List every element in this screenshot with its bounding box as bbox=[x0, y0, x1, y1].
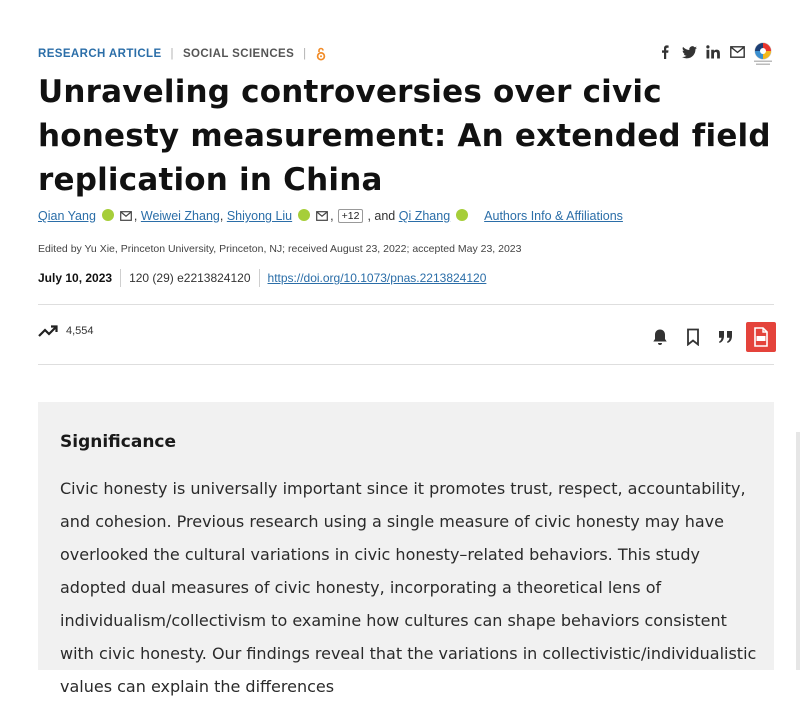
email-icon[interactable] bbox=[316, 211, 328, 221]
orcid-icon[interactable] bbox=[298, 209, 310, 221]
divider bbox=[259, 269, 260, 287]
article-title: Unraveling controversies over civic honesty measurement: An extended field replication in China bbox=[38, 74, 771, 198]
author-separator: , bbox=[133, 209, 141, 223]
meta-divider: | bbox=[303, 48, 307, 60]
author-list bbox=[38, 209, 623, 223]
affiliations-link[interactable]: Authors Info & Affiliations bbox=[484, 209, 623, 223]
author-separator: , bbox=[330, 209, 334, 223]
article-tools bbox=[650, 322, 776, 352]
views-count: 4,554 bbox=[66, 325, 94, 337]
author-link[interactable]: Qi Zhang bbox=[398, 209, 451, 223]
significance-panel bbox=[38, 402, 774, 696]
meta-divider: | bbox=[170, 48, 174, 60]
pdf-icon bbox=[753, 327, 769, 347]
author-link[interactable]: Weiwei Zhang bbox=[140, 209, 220, 223]
divider bbox=[38, 364, 774, 365]
scrollbar[interactable] bbox=[796, 432, 800, 670]
author-link[interactable]: Qian Yang bbox=[38, 209, 96, 223]
email-icon[interactable] bbox=[120, 211, 132, 221]
email-icon[interactable] bbox=[729, 44, 745, 60]
divider bbox=[120, 269, 121, 287]
orcid-icon[interactable] bbox=[456, 209, 468, 221]
article-metrics[interactable] bbox=[38, 325, 94, 337]
more-authors-button[interactable]: +12 bbox=[338, 209, 364, 223]
share-toolbar bbox=[657, 44, 745, 60]
check-for-updates-icon[interactable] bbox=[752, 42, 774, 66]
publication-info bbox=[38, 269, 486, 287]
article-type-link[interactable]: RESEARCH ARTICLE bbox=[38, 48, 162, 60]
author-separator: , bbox=[367, 209, 375, 223]
editorial-history: Edited by Yu Xie, Princeton University, Princeton, NJ; received August 23, 2022; accepted May 23, 2023 bbox=[38, 243, 522, 255]
divider bbox=[38, 304, 774, 305]
bookmark-icon[interactable] bbox=[683, 327, 703, 347]
alert-bell-icon[interactable] bbox=[650, 327, 670, 347]
orcid-icon[interactable] bbox=[102, 209, 114, 221]
article-meta-bar bbox=[38, 46, 326, 62]
doi-link[interactable]: https://doi.org/10.1073/pnas.2213824120 bbox=[267, 271, 487, 285]
pdf-download-button[interactable] bbox=[746, 322, 776, 352]
cite-quote-icon[interactable] bbox=[716, 327, 736, 347]
subject-link[interactable]: SOCIAL SCIENCES bbox=[182, 48, 295, 60]
twitter-icon[interactable] bbox=[681, 44, 697, 60]
trending-icon bbox=[38, 325, 58, 337]
author-link[interactable]: Shiyong Liu bbox=[226, 209, 293, 223]
significance-heading: Significance bbox=[60, 432, 177, 452]
facebook-icon[interactable] bbox=[657, 44, 673, 60]
citation-info: 120 (29) e2213824120 bbox=[129, 271, 251, 285]
open-access-icon bbox=[316, 47, 326, 61]
and-text: and bbox=[374, 209, 396, 223]
significance-text: Civic honesty is universally important since it promotes trust, respect, accountability, and cohesion. Previous research using a single measure of civic honesty may have overlooked the cultural variations in civic honesty–related behaviors. This study adopted dual measures of civic honesty, incorporating a theoretical lens of individualism/collectivism to examine how cultures can shape behaviors consistent with civic honesty. Our findings reveal that the variations in collectivistic/individualistic values can explain the differences bbox=[60, 479, 757, 696]
linkedin-icon[interactable] bbox=[705, 44, 721, 60]
author-separator: , bbox=[219, 209, 227, 223]
publication-date: July 10, 2023 bbox=[38, 271, 113, 285]
